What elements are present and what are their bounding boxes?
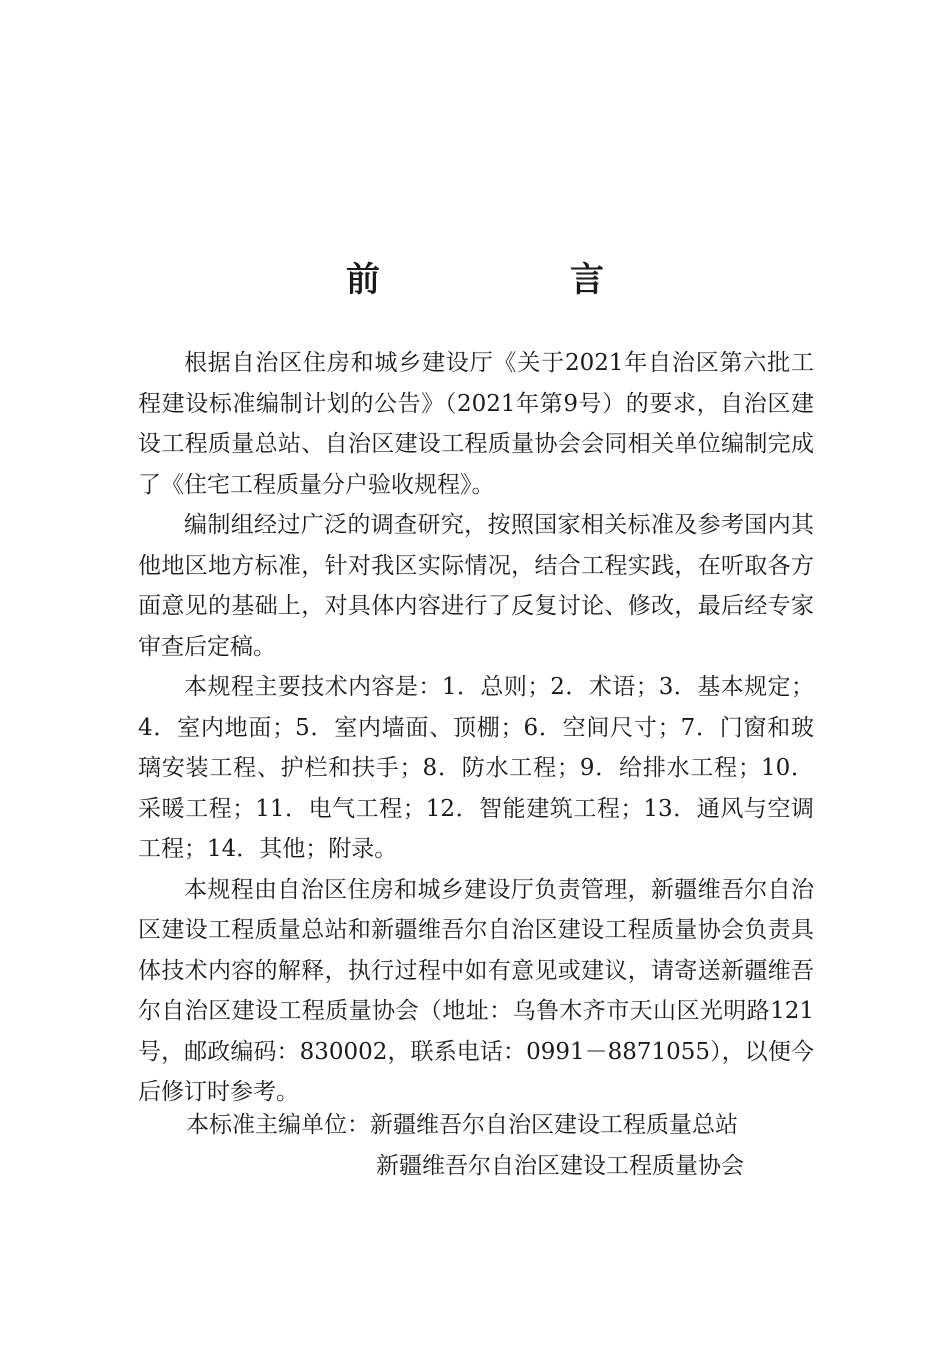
preface-body bbox=[138, 343, 814, 1113]
paragraph-contents: 本规程主要技术内容是：1．总则；2．术语；3．基本规定；4．室内地面；5．室内墙面、顶棚；6．空间尺寸；7．门窗和玻璃安装工程、护栏和扶手；8．防水工程；9．给排水工程；10．采暖工程；11．电气工程；12．智能建筑工程；13．通风与空调工程；14．其他；附录。 bbox=[138, 674, 814, 862]
chief-editor-second-unit: 新疆维吾尔自治区建设工程质量协会 bbox=[376, 1152, 744, 1179]
paragraph-management: 本规程由自治区住房和城乡建设厅负责管理，新疆维吾尔自治区建设工程质量总站和新疆维吾尔自治区建设工程质量协会负责具体技术内容的解释，执行过程中如有意见或建议，请寄送新疆维吾尔自治区建设工程质量协会（地址：乌鲁木齐市天山区光明路121号，邮政编码：830002，联系电话：0991－8871055），以便今后修订时参考。 bbox=[138, 876, 814, 1105]
page-title: 前 言 bbox=[346, 260, 682, 300]
chief-editor-line: 本标准主编单位：新疆维吾尔自治区建设工程质量总站 bbox=[186, 1112, 738, 1138]
editor-units bbox=[186, 1105, 744, 1186]
paragraph-research: 编制组经过广泛的调查研究，按照国家相关标准及参考国内其他地区地方标准，针对我区实际情况，结合工程实践，在听取各方面意见的基础上，对具体内容进行了反复讨论、修改，最后经专家审查后定稿。 bbox=[138, 512, 814, 660]
paragraph-basis: 根据自治区住房和城乡建设厅《关于2021年自治区第六批工程建设标准编制计划的公告》（2021年第9号）的要求，自治区建设工程质量总站、自治区建设工程质量协会会同相关单位编制完成了《住宅工程质量分户验收规程》。 bbox=[138, 350, 814, 498]
